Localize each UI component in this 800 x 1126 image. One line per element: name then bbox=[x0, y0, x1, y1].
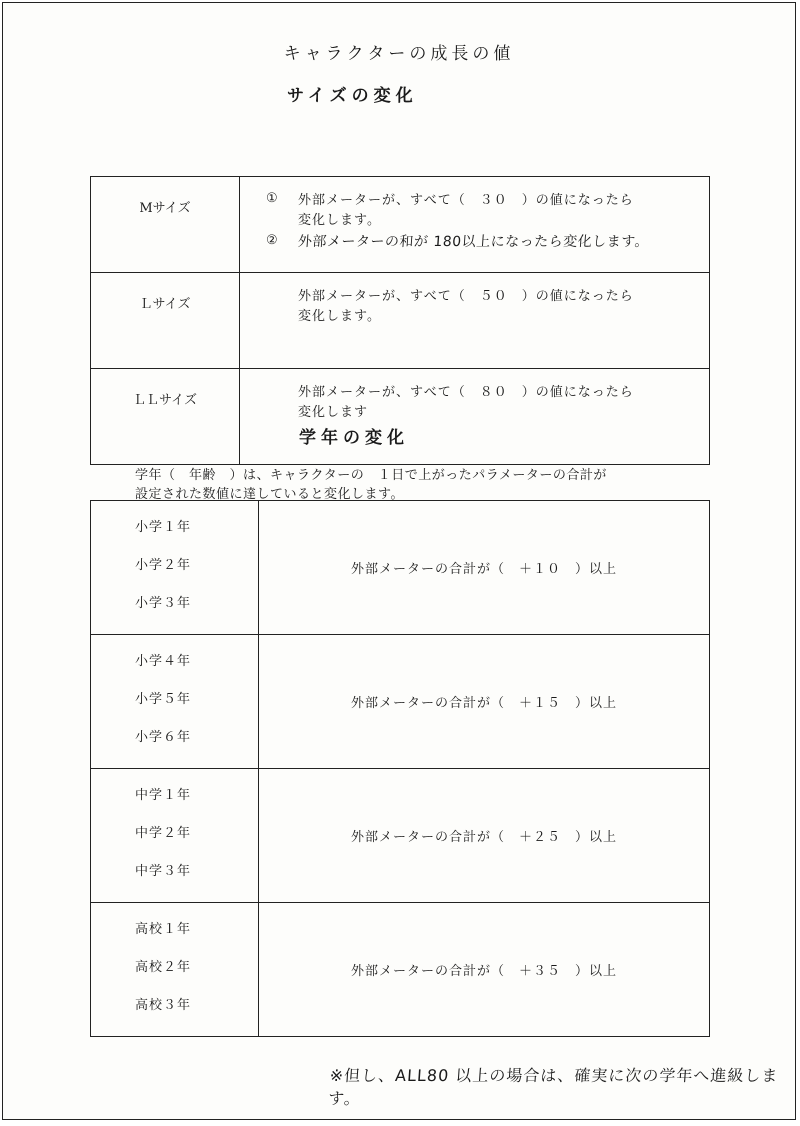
size-table bbox=[90, 176, 710, 465]
grade-row bbox=[91, 635, 710, 769]
size-label: ＬＬサイズ bbox=[91, 369, 240, 465]
grade-labels bbox=[91, 903, 259, 1037]
grade-label: 小学２年 bbox=[135, 558, 192, 573]
grade-section-heading: 学年の変化 bbox=[299, 428, 409, 448]
grade-labels bbox=[91, 501, 259, 635]
size-desc-line1: 外部メーターが、すべて（ ５０ ）の値になったら bbox=[298, 289, 634, 304]
size-desc-line1: 外部メーターが、すべて（ ８０ ）の値になったら bbox=[298, 385, 634, 400]
size-desc-line1: 外部メーターが、すべて（ ３０ ）の値になったら bbox=[298, 193, 634, 208]
grade-label: 小学１年 bbox=[135, 520, 192, 535]
grade-condition: 外部メーターの合計が（ ＋２５ ）以上 bbox=[259, 769, 710, 903]
grade-labels bbox=[91, 769, 259, 903]
size-description bbox=[240, 369, 710, 465]
size-desc-line2: 変化します。 bbox=[298, 309, 381, 324]
size-label: Mサイズ bbox=[91, 177, 240, 273]
grade-label: 小学６年 bbox=[135, 730, 192, 745]
size-description bbox=[240, 273, 710, 369]
grade-label: 高校２年 bbox=[135, 960, 192, 975]
grade-row bbox=[91, 501, 710, 635]
grade-intro bbox=[135, 466, 607, 504]
grade-intro-line2: 設定された数値に達していると変化します。 bbox=[135, 487, 404, 502]
page-title: キャラクターの成長の値 bbox=[283, 44, 515, 64]
grade-label: 小学３年 bbox=[135, 596, 192, 611]
grade-intro-line1: 学年（ 年齢 ）は、キャラクターの １日で上がったパラメーターの合計が bbox=[135, 468, 607, 483]
size-row-m bbox=[91, 177, 710, 273]
size-section-heading: サイズの変化 bbox=[287, 86, 418, 106]
circled-number-1: ① bbox=[266, 191, 278, 206]
circled-number-2: ② bbox=[266, 233, 278, 248]
grade-row bbox=[91, 769, 710, 903]
grade-label: 高校１年 bbox=[135, 922, 192, 937]
handwritten-annotation: 外部メーターの和が 180以上になったら変化します。 bbox=[297, 234, 650, 250]
grade-label: 小学４年 bbox=[135, 654, 192, 669]
grade-labels bbox=[91, 635, 259, 769]
grade-label: 小学５年 bbox=[135, 692, 192, 707]
size-row-l bbox=[91, 273, 710, 369]
grade-label: 中学１年 bbox=[135, 788, 192, 803]
size-description bbox=[240, 177, 710, 273]
document-page bbox=[2, 2, 796, 1120]
handwritten-note: ※但し、ALL80 以上の場合は、確実に次の学年へ進級します。 bbox=[327, 1066, 780, 1108]
grade-condition: 外部メーターの合計が（ ＋１５ ）以上 bbox=[259, 635, 710, 769]
grade-table bbox=[90, 500, 710, 1037]
size-desc-line2: 変化します。 bbox=[298, 213, 381, 228]
size-label: Ｌサイズ bbox=[91, 273, 240, 369]
grade-condition: 外部メーターの合計が（ ＋３５ ）以上 bbox=[259, 903, 710, 1037]
grade-label: 中学３年 bbox=[135, 864, 192, 879]
grade-row bbox=[91, 903, 710, 1037]
grade-condition: 外部メーターの合計が（ ＋１０ ）以上 bbox=[259, 501, 710, 635]
grade-label: 中学２年 bbox=[135, 826, 192, 841]
size-desc-line2: 変化します bbox=[298, 405, 369, 420]
size-row-ll bbox=[91, 369, 710, 465]
grade-label: 高校３年 bbox=[135, 998, 192, 1013]
